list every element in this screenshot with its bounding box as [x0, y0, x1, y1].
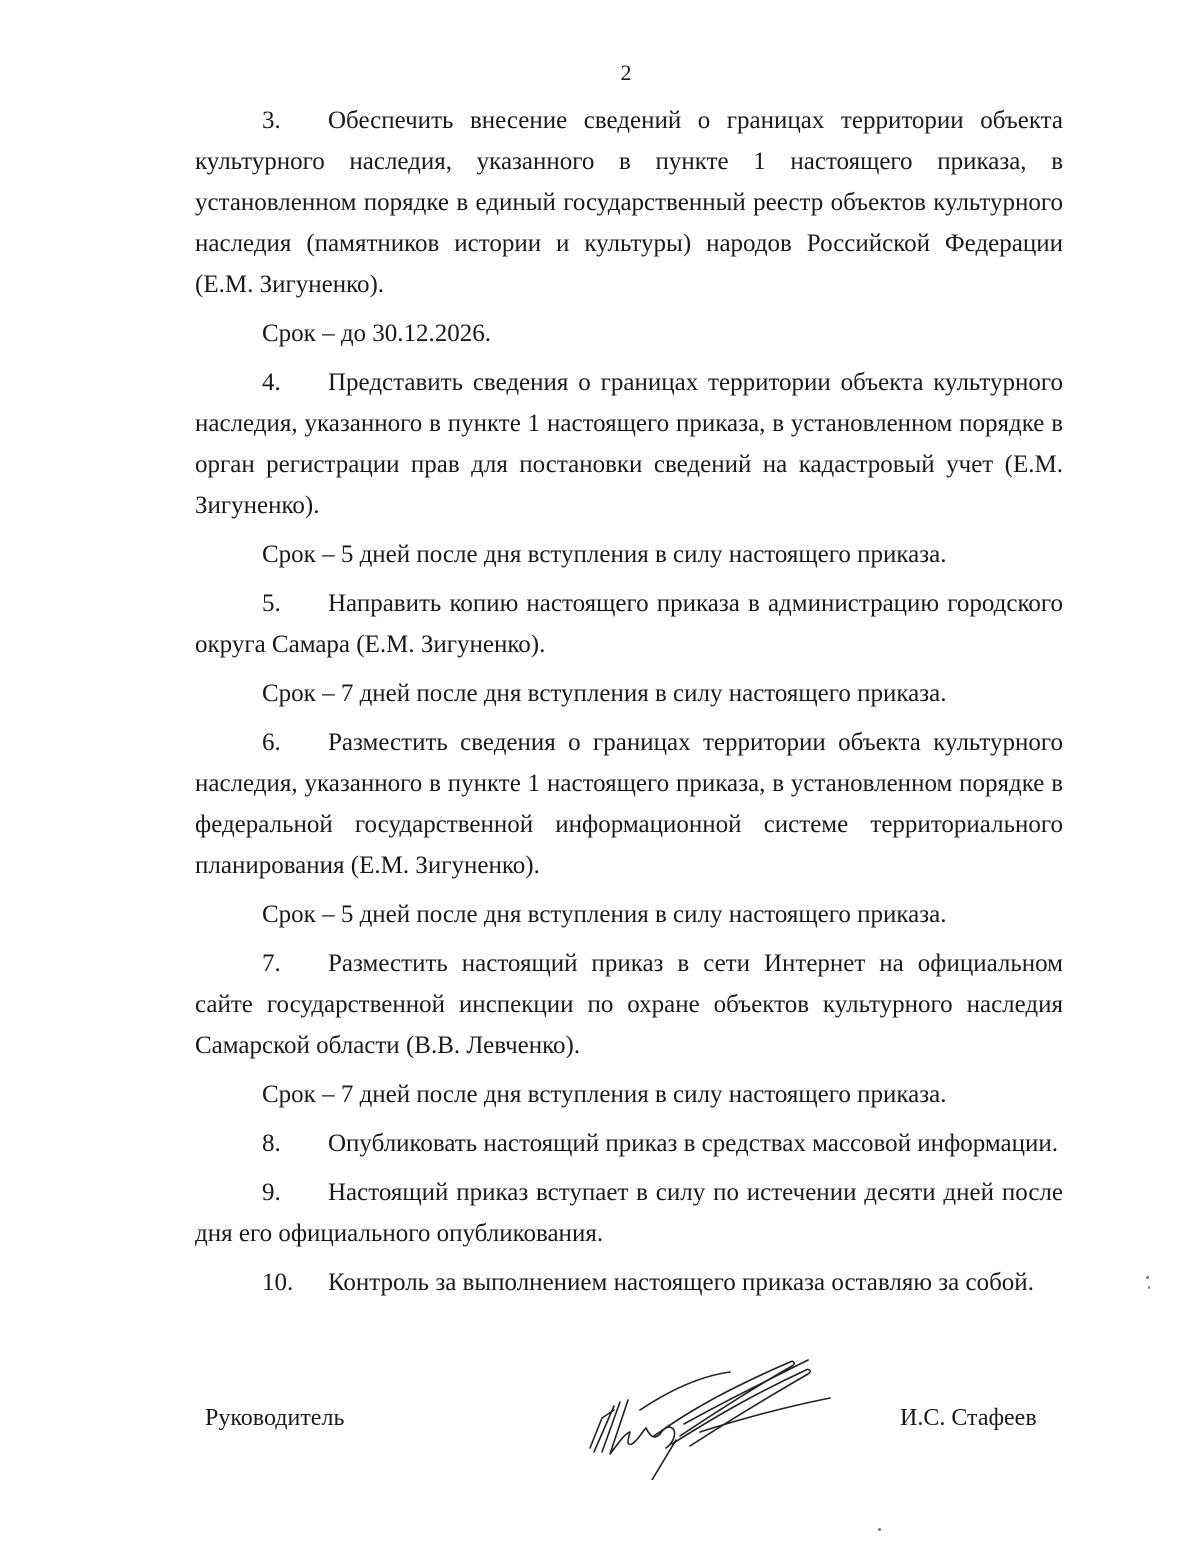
- item-number: 6.: [262, 729, 281, 756]
- scan-speck: [1146, 1276, 1149, 1279]
- item-text: Разместить настоящий приказ в сети Интернет на официальном сайте государственной инспекции по охране объектов культурного наследия Самарской области (В.В. Левченко).: [195, 950, 1063, 1059]
- scan-speck: [1148, 1286, 1150, 1289]
- item-text: Опубликовать настоящий приказ в средствах массовой информации.: [328, 1130, 1059, 1157]
- page-number: 2: [620, 60, 632, 85]
- item-text: Обеспечить внесение сведений о границах территории объекта культурного наследия, указанного в пункте 1 настоящего приказа, в установленном порядке в единый государственный реестр объектов культурного наследия (памятников истории и культуры) народов Российской Федерации (Е.М. Зигуненко).: [195, 107, 1063, 298]
- paragraph-9: [195, 1172, 1063, 1254]
- handwritten-signature: [580, 1340, 840, 1480]
- signatory-title: Руководитель: [205, 1405, 345, 1431]
- item-text: Представить сведения о границах территории объекта культурного наследия, указанного в пункте 1 настоящего приказа, в установленном порядке в орган регистрации прав для постановки сведений на кадастровый учет (Е.М. Зигуненко).: [195, 369, 1063, 519]
- deadline-3: Срок – до 30.12.2026.: [262, 320, 492, 347]
- paragraph-4: [195, 362, 1063, 526]
- list-item: [195, 96, 1063, 309]
- item-text: Разместить сведения о границах территории объекта культурного наследия, указанного в пункте 1 настоящего приказа, в установленном порядке в федеральной государственной информационной системе территориального планирования (Е.М. Зигуненко).: [195, 729, 1063, 879]
- list-item: [195, 1258, 1063, 1307]
- item-number: 10.: [262, 1269, 294, 1296]
- scan-speck: [878, 1528, 881, 1531]
- paragraph-3: [195, 100, 1063, 305]
- item-text: Контроль за выполнением настоящего приказа оставляю за собой.: [328, 1269, 1034, 1296]
- paragraph-6: [195, 722, 1063, 886]
- item-number: 8.: [262, 1130, 281, 1157]
- deadline-4: Срок – 5 дней после дня вступления в силу настоящего приказа.: [262, 541, 947, 568]
- item-text: Настоящий приказ вступает в силу по истечении десяти дней после дня его официального опубликования.: [195, 1179, 1063, 1247]
- item-number: 9.: [262, 1179, 281, 1206]
- deadline-6: Срок – 5 дней после дня вступления в силу настоящего приказа.: [262, 901, 947, 928]
- list-item: [195, 1119, 1063, 1168]
- item-number: 4.: [262, 369, 281, 396]
- deadline-7: Срок – 7 дней после дня вступления в силу настоящего приказа.: [262, 1081, 947, 1108]
- item-number: 5.: [262, 590, 281, 617]
- list-item: [195, 358, 1063, 530]
- list-item: [195, 939, 1063, 1070]
- item-text: Направить копию настоящего приказа в администрацию городского округа Самара (Е.М. Зигуненко).: [195, 590, 1063, 658]
- paragraph-10: [195, 1262, 1063, 1303]
- paragraph-7: [195, 943, 1063, 1066]
- deadline-5: Срок – 7 дней после дня вступления в силу настоящего приказа.: [262, 680, 947, 707]
- list-item: [195, 1168, 1063, 1258]
- list-item: [195, 579, 1063, 669]
- item-number: 7.: [262, 950, 281, 977]
- paragraph-5: [195, 583, 1063, 665]
- order-body: [195, 96, 1063, 1307]
- list-item: [195, 718, 1063, 890]
- paragraph-8: [195, 1123, 1063, 1164]
- signatory-name: И.С. Стафеев: [900, 1405, 1037, 1431]
- item-number: 3.: [262, 107, 281, 134]
